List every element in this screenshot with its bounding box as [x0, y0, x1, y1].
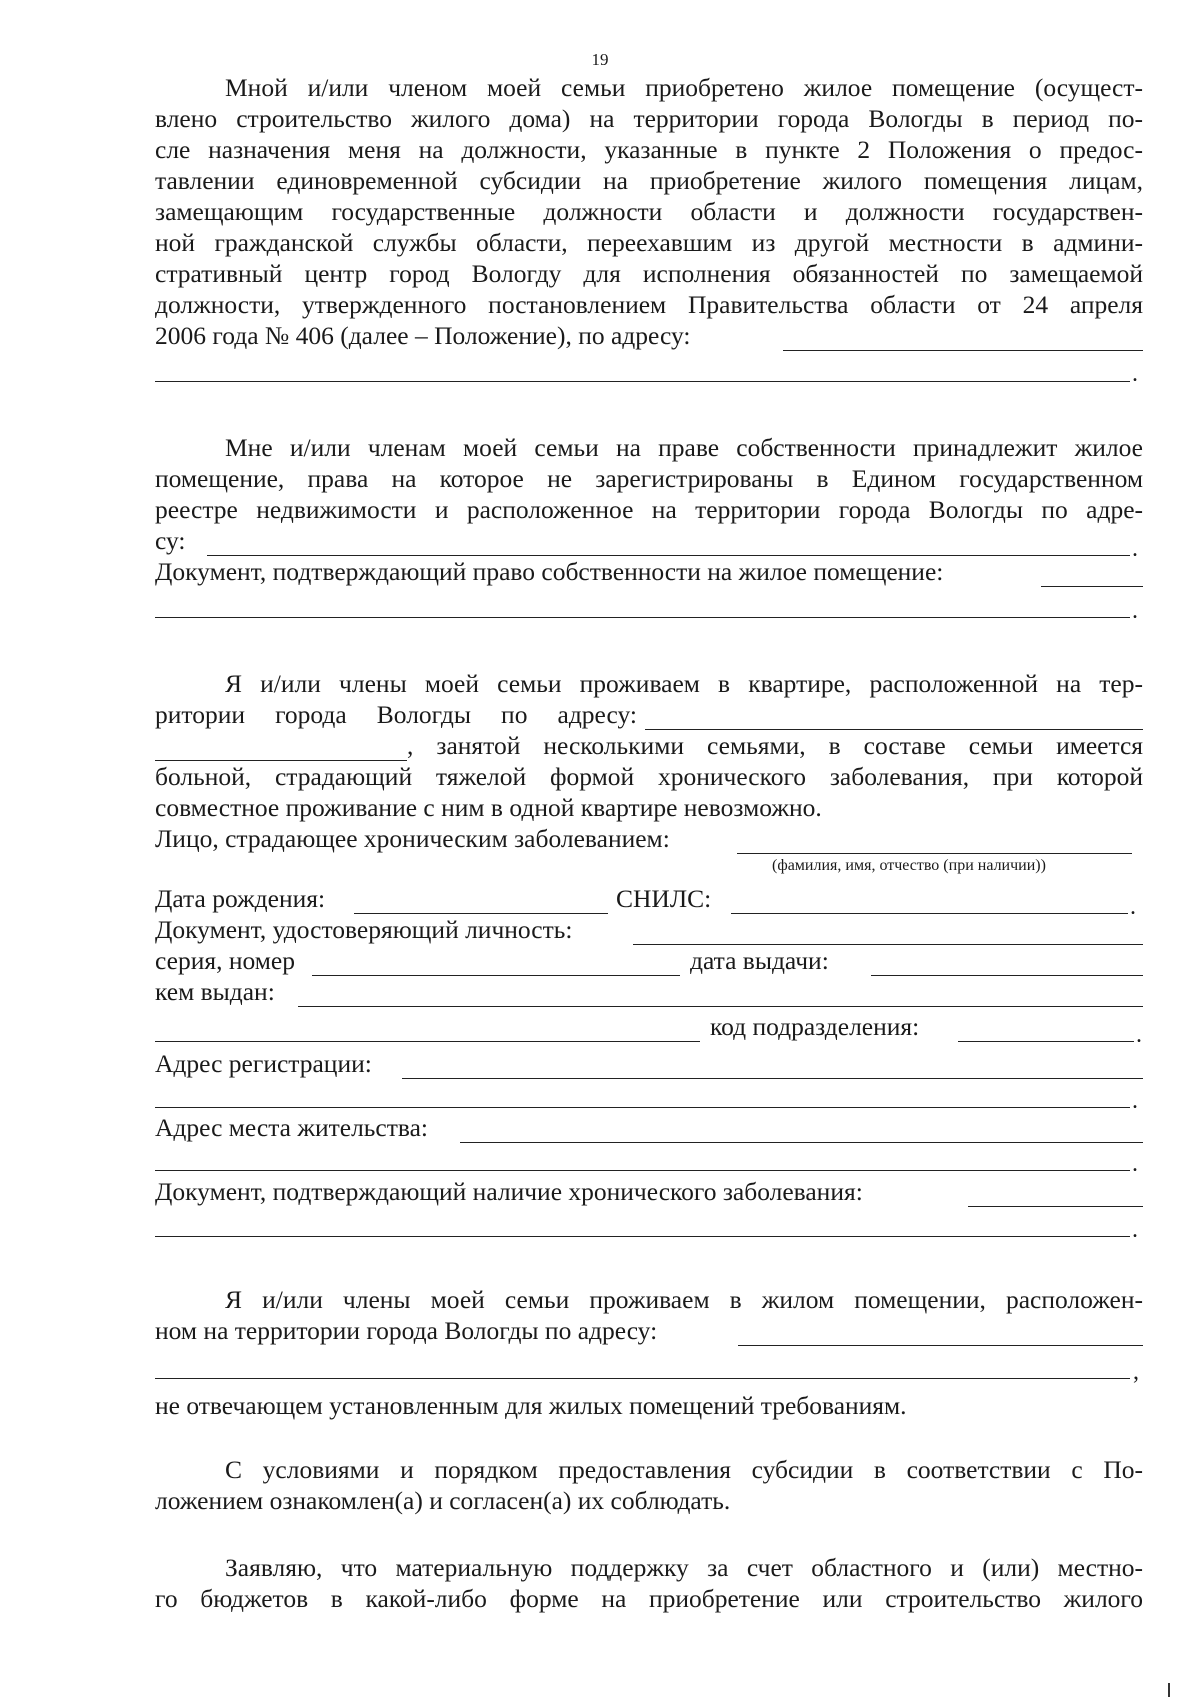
form-row — [155, 976, 1143, 1008]
residence-address-field[interactable] — [460, 1142, 1143, 1143]
text-line: ной гражданской службы области, переехавшим из другой местности в админи- — [155, 228, 1143, 257]
text-line: больной, страдающий тяжелой формой хронического заболевания, при которой — [155, 762, 1143, 791]
department-code-field[interactable] — [958, 1041, 1134, 1042]
chronic-disease-document-field-continued[interactable] — [155, 1236, 1130, 1237]
form-row — [155, 1048, 1143, 1080]
text-line: сле назначения меня на должности, указанные в пункте 2 Положения о предос- — [155, 135, 1143, 164]
text-line: не отвечающем установленным для жилых помещений требованиям. — [155, 1391, 907, 1420]
form-row — [155, 883, 1143, 915]
residence-address-field-continued[interactable] — [155, 1170, 1130, 1171]
registration-address-field-continued[interactable] — [155, 1107, 1130, 1108]
dwelling-address-field[interactable] — [738, 1345, 1143, 1346]
chronic-disease-document-field[interactable] — [968, 1206, 1143, 1207]
form-row — [155, 823, 1143, 855]
patient-name-hint: (фамилия, имя, отчество (при наличии)) — [772, 857, 1046, 874]
form-row — [155, 1011, 1143, 1043]
text-line — [155, 320, 1143, 352]
page-number: 19 — [591, 50, 609, 69]
form-row — [155, 945, 1143, 977]
text-line: ложением ознакомлен(а) и согласен(а) их соблюдать. — [155, 1486, 731, 1515]
ownership-document-field[interactable] — [1041, 586, 1143, 587]
period-mark: . — [1132, 1151, 1138, 1177]
ownership-document-label: Документ, подтверждающий право собственности на жилое помещение: — [155, 557, 944, 586]
issued-by-label: кем выдан: — [155, 977, 275, 1006]
address-label: ном на территории города Вологды по адресу: — [155, 1316, 658, 1345]
dwelling-address-field-continued[interactable] — [155, 1378, 1130, 1379]
period-mark: . — [1130, 894, 1136, 920]
text-line: Мной и/или членом моей семьи приобретено жилое помещение (осущест- — [225, 73, 1143, 102]
form-row — [155, 914, 1143, 946]
text-line — [155, 525, 1143, 557]
period-mark: . — [1132, 361, 1138, 387]
chronic-disease-document-label: Документ, подтверждающий наличие хронического заболевания: — [155, 1177, 863, 1206]
text-line: совместное проживание с ним в одной квартире невозможно. — [155, 793, 822, 822]
series-number-label: серия, номер — [155, 946, 295, 975]
text-line: должности, утвержденного постановлением Правительства области от 24 апреля — [155, 290, 1143, 319]
address-label: ритории города Вологды по адресу: — [155, 700, 637, 729]
period-mark: . — [1132, 1217, 1138, 1243]
text-line: влено строительство жилого дома) на территории города Вологды в период по- — [155, 104, 1143, 133]
identity-document-label: Документ, удостоверяющий личность: — [155, 915, 573, 944]
text-line: С условиями и порядком предоставления субсидии в соответствии с По- — [225, 1455, 1143, 1484]
department-code-label: код подразделения: — [710, 1012, 920, 1041]
text-line: замещающим государственные должности области и должности государствен- — [155, 197, 1143, 226]
address-label: 2006 года № 406 (далее – Положение), по адресу: — [155, 321, 691, 350]
issued-by-field-continued[interactable] — [155, 1041, 700, 1042]
text-line — [155, 1315, 1143, 1347]
text-line: Я и/или члены моей семьи проживаем в квартире, расположенной на тер- — [225, 669, 1143, 698]
period-mark: . — [1132, 536, 1138, 562]
text-line: реестре недвижимости и расположенное на территории города Вологды по адре- — [155, 495, 1143, 524]
registration-address-field[interactable] — [402, 1078, 1143, 1079]
birth-date-label: Дата рождения: — [155, 884, 326, 913]
snils-label: СНИЛС: — [616, 884, 712, 913]
issue-date-label: дата выдачи: — [690, 946, 829, 975]
form-row — [155, 1176, 1143, 1208]
comma-mark: , — [1133, 1359, 1139, 1385]
address-field[interactable] — [783, 350, 1143, 351]
form-row — [155, 1112, 1143, 1144]
scan-edge-mark — [1168, 1683, 1170, 1697]
ownership-document-field-continued[interactable] — [155, 617, 1130, 618]
period-mark: . — [1132, 1088, 1138, 1114]
text-line: го бюджетов в какой-либо форме на приобретение или строительство жилого — [155, 1584, 1143, 1613]
text-line: , занятой несколькими семьями, в составе семьи имеется — [407, 731, 1143, 760]
text-line: стративный центр город Вологду для исполнения обязанностей по замещаемой — [155, 259, 1143, 288]
patient-name-label: Лицо, страдающее хроническим заболеванием: — [155, 824, 670, 853]
text-line — [155, 699, 1143, 731]
text-line: тавлении единовременной субсидии на приобретение жилого помещения лицам, — [155, 166, 1143, 195]
text-line: Я и/или члены моей семьи проживаем в жилом помещении, расположен- — [225, 1285, 1143, 1314]
period-mark: . — [1132, 598, 1138, 624]
patient-name-field[interactable] — [737, 853, 1132, 854]
period-mark: . — [1136, 1022, 1142, 1048]
text-line: Мне и/или членам моей семьи на праве собственности принадлежит жилое — [225, 433, 1143, 462]
text-line — [155, 556, 1143, 588]
issued-by-field[interactable] — [298, 1006, 1143, 1007]
text-line: помещение, права на которое не зарегистрированы в Едином государственном — [155, 464, 1143, 493]
residence-address-label: Адрес места жительства: — [155, 1113, 428, 1142]
address-label: су: — [155, 526, 186, 555]
address-field-continued[interactable] — [155, 381, 1130, 382]
text-line: Заявляю, что материальную поддержку за счет областного и (или) местно- — [225, 1553, 1143, 1582]
registration-address-label: Адрес регистрации: — [155, 1049, 372, 1078]
